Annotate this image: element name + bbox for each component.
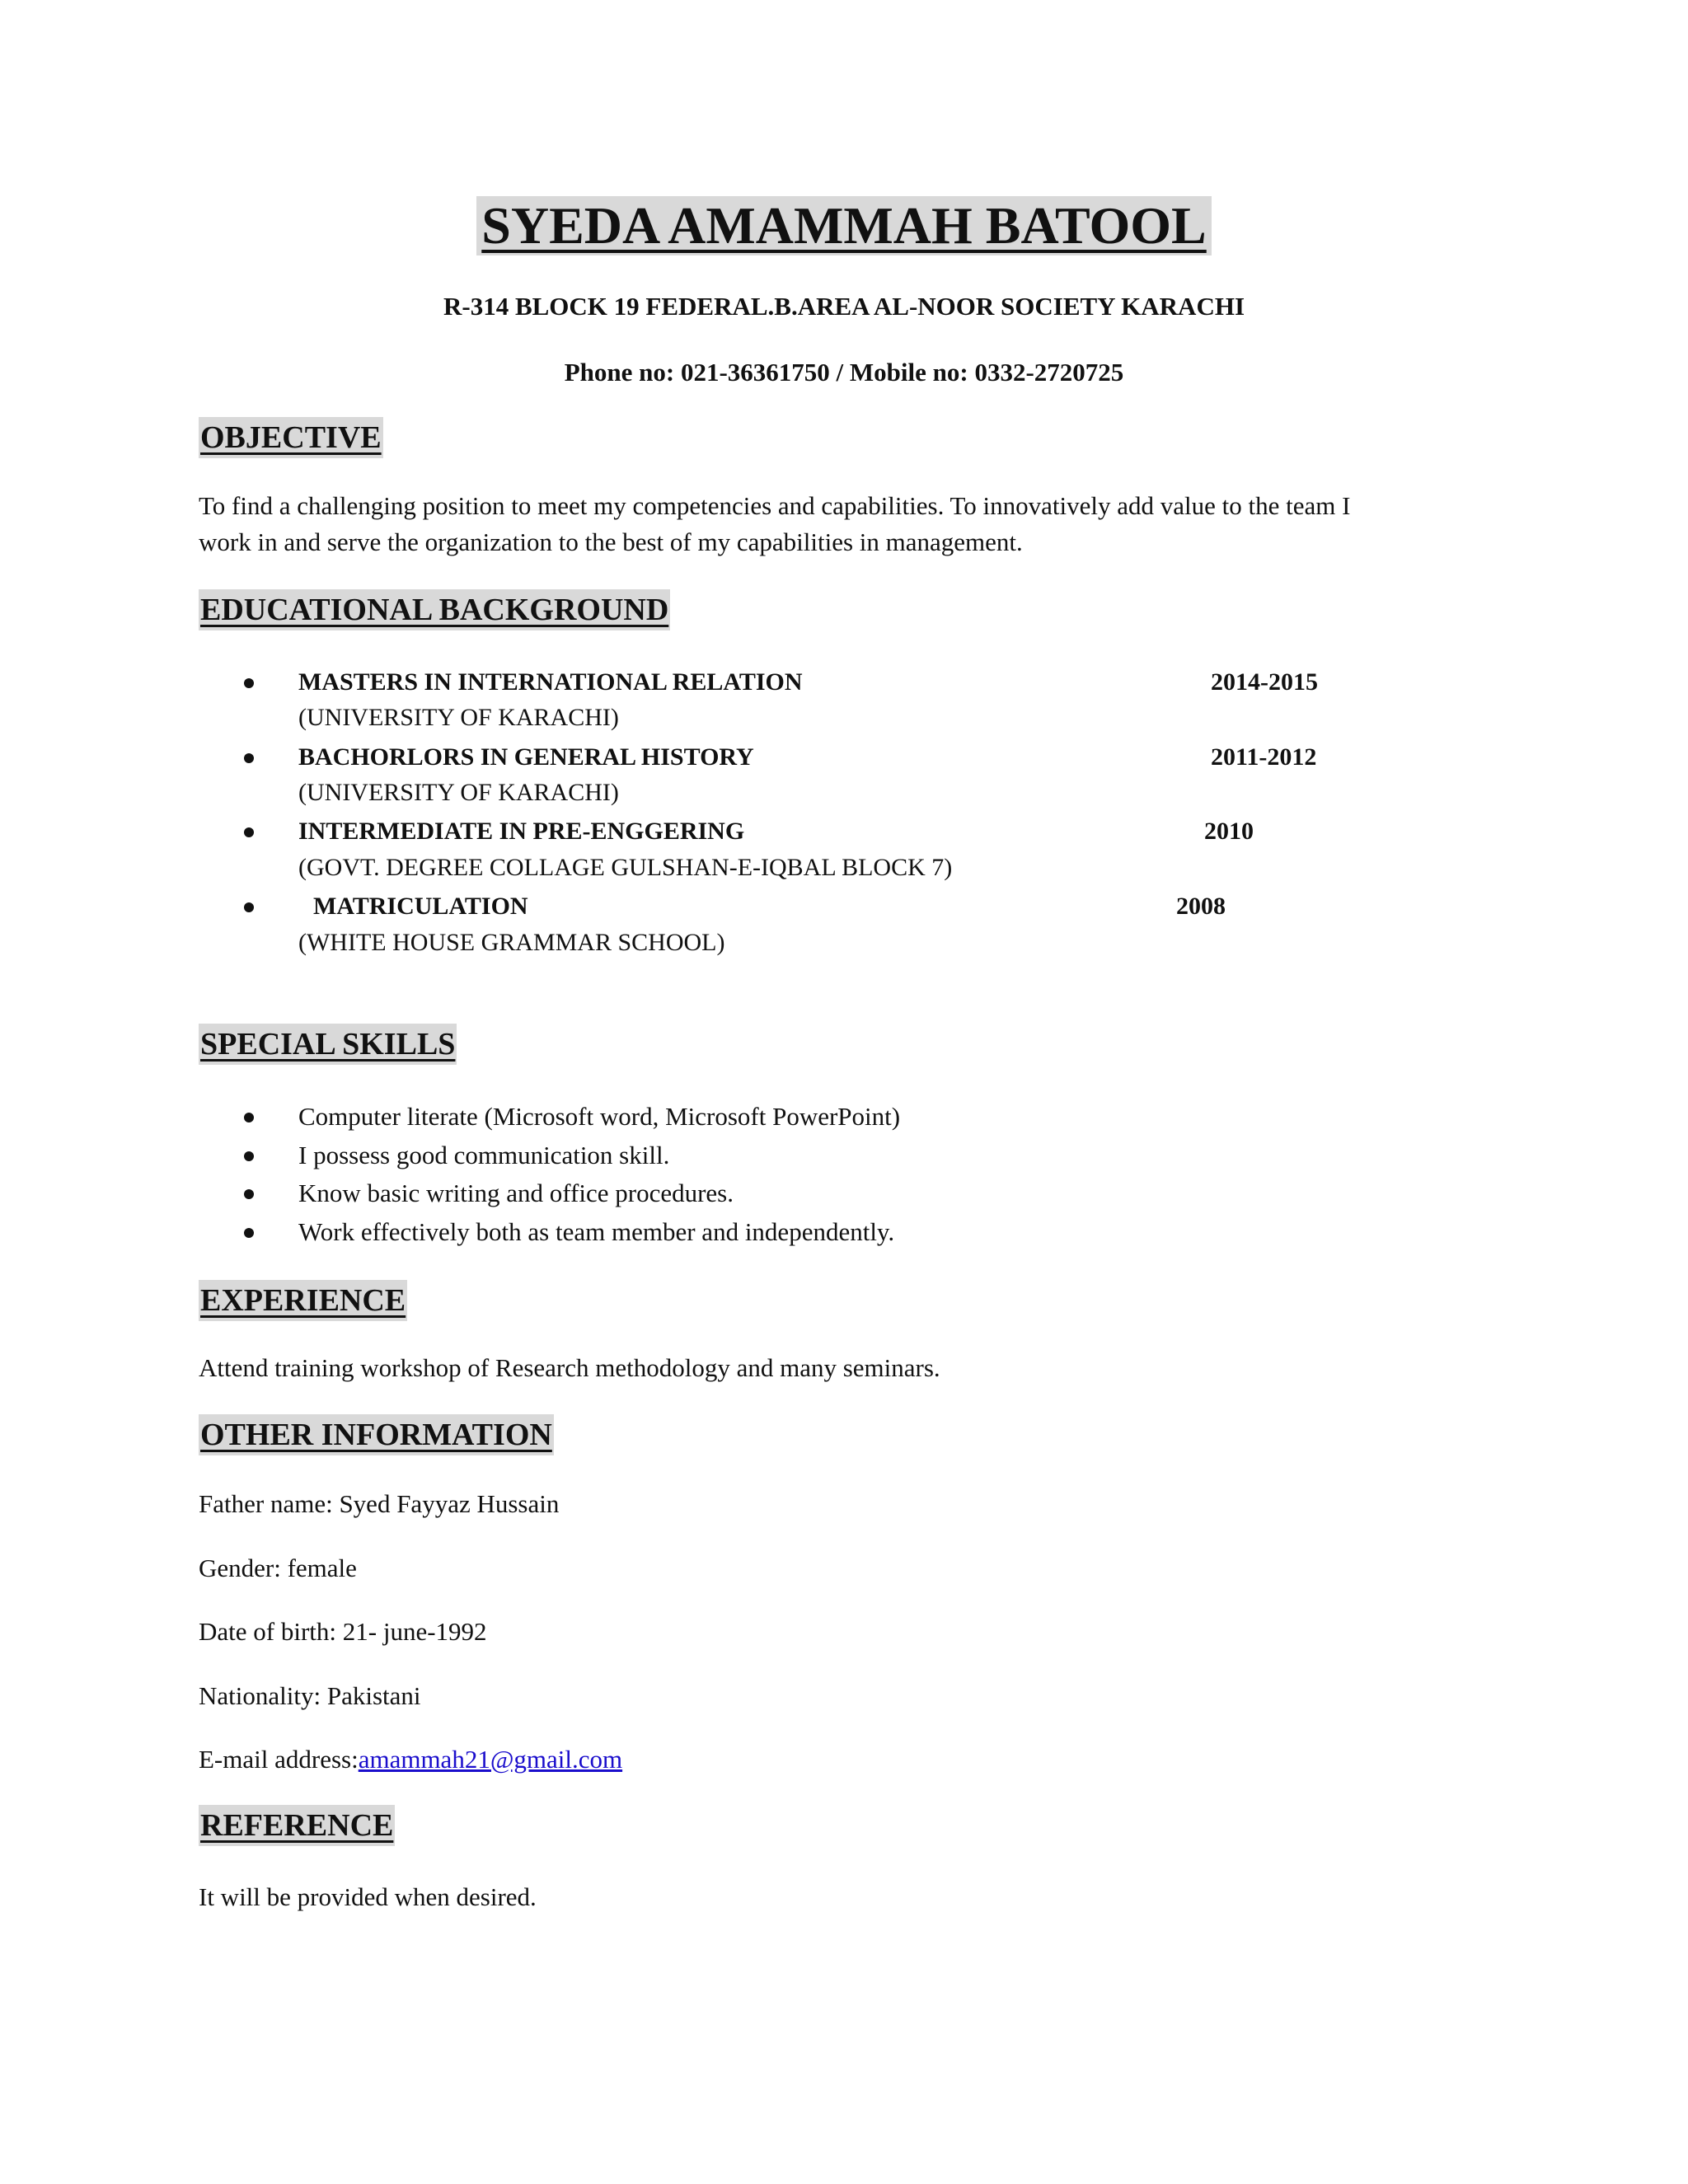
address-line: R-314 BLOCK 19 FEDERAL.B.AREA AL-NOOR SOCIETY KARACHI <box>443 292 1245 321</box>
father-name: Father name: Syed Fayyaz Hussain <box>199 1489 560 1518</box>
bullet <box>244 1151 254 1161</box>
objective-heading: OBJECTIVE <box>199 417 383 458</box>
education-institution: (WHITE HOUSE GRAMMAR SCHOOL) <box>298 929 725 956</box>
skills-heading: SPECIAL SKILLS <box>199 1024 457 1065</box>
education-title: MASTERS IN INTERNATIONAL RELATION <box>298 668 803 696</box>
date-of-birth: Date of birth: 21- june-1992 <box>199 1617 487 1646</box>
bullet <box>244 902 254 912</box>
skill-item: Computer literate (Microsoft word, Microsoft PowerPoint) <box>298 1102 901 1131</box>
experience-text: Attend training workshop of Research methodology and many seminars. <box>199 1353 940 1382</box>
education-year: 2014-2015 <box>1211 668 1318 696</box>
education-title: BACHORLORS IN GENERAL HISTORY <box>298 743 754 771</box>
experience-heading: EXPERIENCE <box>199 1280 407 1321</box>
objective-line-2: work in and serve the organization to the best of my capabilities in management. <box>199 527 1023 556</box>
skill-item: I possess good communication skill. <box>298 1141 670 1169</box>
bullet <box>244 827 254 837</box>
bullet <box>244 1228 254 1238</box>
email-label: E-mail address: <box>199 1745 359 1774</box>
objective-line-1: To find a challenging position to meet my competencies and capabilities. To innovatively add value to the team I <box>199 491 1351 520</box>
email-row <box>199 1743 622 1776</box>
phone-line: Phone no: 021-36361750 / Mobile no: 0332-2720725 <box>564 358 1124 387</box>
bullet <box>244 678 254 688</box>
resume-name-block <box>0 196 1688 255</box>
bullet <box>244 1113 254 1122</box>
gender: Gender: female <box>199 1554 357 1582</box>
bullet <box>244 753 254 763</box>
bullet <box>244 1189 254 1199</box>
education-year: 2008 <box>1176 893 1226 920</box>
education-institution: (UNIVERSITY OF KARACHI) <box>298 704 619 731</box>
skill-item: Know basic writing and office procedures. <box>298 1179 734 1207</box>
reference-heading: REFERENCE <box>199 1805 395 1846</box>
resume-name: SYEDA AMAMMAH BATOOL <box>476 196 1211 255</box>
education-institution: (UNIVERSITY OF KARACHI) <box>298 779 619 806</box>
education-title: INTERMEDIATE IN PRE-ENGGERING <box>298 818 745 845</box>
education-heading: EDUCATIONAL BACKGROUND <box>199 589 670 630</box>
education-title: MATRICULATION <box>313 893 528 920</box>
education-institution: (GOVT. DEGREE COLLAGE GULSHAN-E-IQBAL BLOCK 7) <box>298 854 953 881</box>
other-info-heading: OTHER INFORMATION <box>199 1414 554 1455</box>
nationality: Nationality: Pakistani <box>199 1681 421 1710</box>
email-link[interactable]: amammah21@gmail.com <box>358 1745 623 1774</box>
skill-item: Work effectively both as team member and independently. <box>298 1217 895 1246</box>
reference-text: It will be provided when desired. <box>199 1882 537 1911</box>
education-year: 2011-2012 <box>1211 743 1317 771</box>
education-year: 2010 <box>1204 818 1254 845</box>
